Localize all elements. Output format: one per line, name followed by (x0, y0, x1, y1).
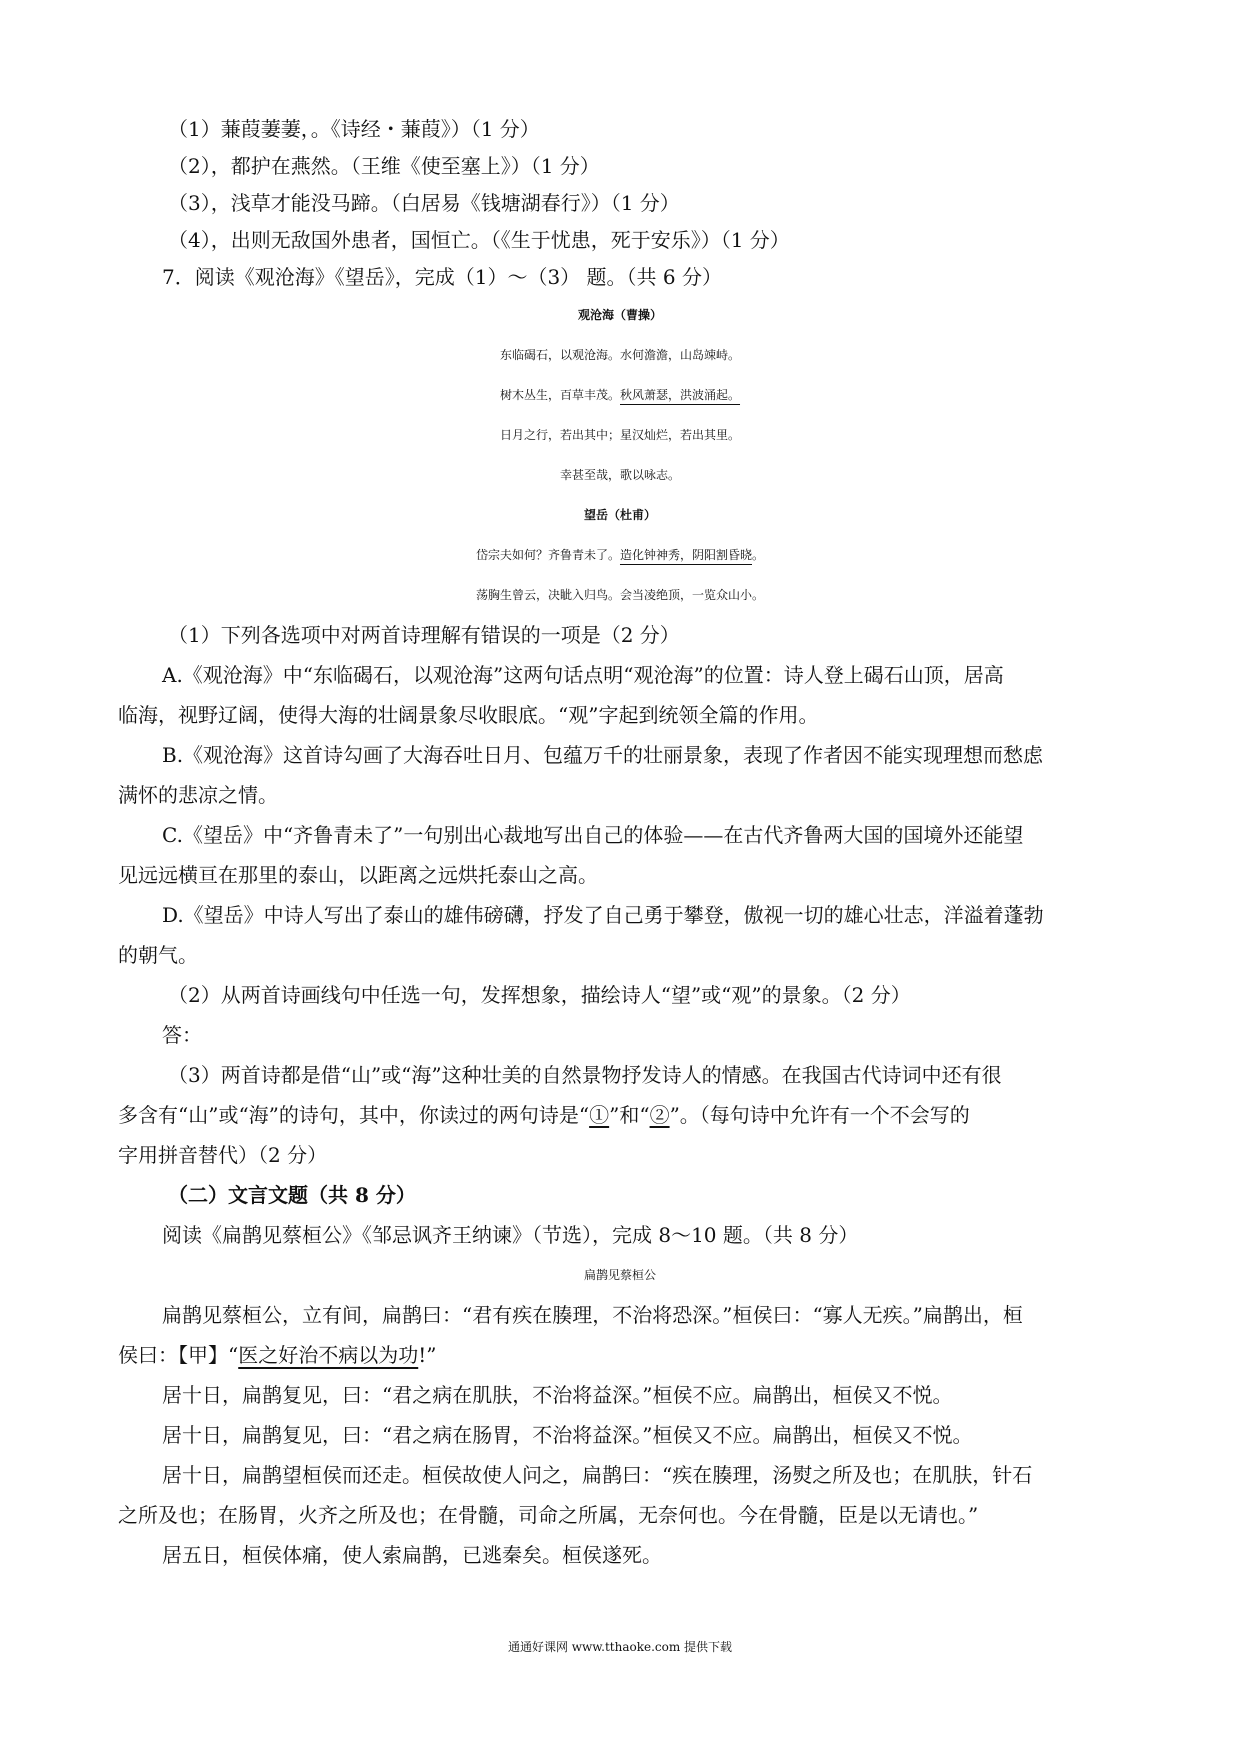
poem-2-line-1-end: 。 (752, 548, 765, 562)
option-b-line-2: 满怀的悲凉之情。 (118, 783, 278, 807)
blank-2[interactable]: ② (649, 1103, 670, 1127)
question-7-3-line-3: 字用拼音替代）（2 分） (118, 1143, 328, 1167)
option-c-line-1: C.《望岳》中“齐鲁青未了”一句别出心裁地写出自己的体验——在古代齐鲁两大国的国境外还能望 (162, 823, 1024, 847)
option-a-line-1: A.《观沧海》中“东临碣石，以观沧海”这两句话点明“观沧海”的位置：诗人登上碣石山顶，居高 (162, 663, 1004, 687)
question-6-2: （2），都护在燕然。（王维《使至塞上》）（1 分） (168, 154, 600, 178)
poem-1-line-2 (0, 380, 1240, 410)
question-7-2: （2）从两首诗画线句中任选一句，发挥想象，描绘诗人“望”或“观”的景象。（2 分） (168, 983, 911, 1007)
section-2-heading: （二）文言文题（共 8 分） (168, 1183, 416, 1207)
poem-2-title: 望岳（杜甫） (583, 508, 656, 522)
question-6-1: （1）蒹葭萋萋，。《诗经・蒹葭》）（1 分） (168, 117, 540, 141)
question-6-4: （4），出则无敌国外患者，国恒亡。（《生于忧患，死于安乐》）（1 分） (168, 228, 790, 252)
prose-paragraph-1-line-2 (118, 1340, 437, 1370)
prose-paragraph-1-line-1: 扁鹊见蔡桓公，立有间，扁鹊曰：“君有疾在腠理，不治将恐深。”桓侯曰：“寡人无疾。”扁鹊出，桓 (162, 1303, 1023, 1327)
answer-label: 答： (162, 1023, 202, 1047)
poem-2-line-1 (0, 540, 1240, 570)
poem-1-underlined-line: 秋风萧瑟，洪波涌起。 (620, 388, 741, 402)
prose-paragraph-4-line-1: 居十日，扁鹊望桓侯而还走。桓侯故使人问之，扁鹊曰：“疾在腠理，汤熨之所及也；在肌肤，针石 (162, 1463, 1033, 1487)
prose-paragraph-4-line-2: 之所及也；在肠胃，火齐之所及也；在骨髓，司命之所属，无奈何也。今在骨髓，臣是以无请也。” (118, 1503, 979, 1527)
poem-1-title: 观沧海（曹操） (577, 308, 662, 322)
question-7-1: （1）下列各选项中对两首诗理解有错误的一项是（2 分） (168, 623, 680, 647)
prose-paragraph-5: 居五日，桓侯体痛，使人索扁鹊，已逃秦矣。桓侯遂死。 (162, 1543, 662, 1567)
option-d-line-1: D.《望岳》中诗人写出了泰山的雄伟磅礴，抒发了自己勇于攀登，傲视一切的雄心壮志，洋溢着蓬勃 (162, 903, 1044, 927)
option-c-line-2: 见远远横亘在那里的泰山，以距离之远烘托泰山之高。 (118, 863, 598, 887)
poem-2-line-1-plain: 岱宗夫如何？齐鲁青未了。 (475, 548, 620, 562)
poem-2-line-2: 荡胸生曾云，决眦入归鸟。会当凌绝顶，一览众山小。 (475, 588, 764, 602)
question-7-3-text-b: ”和“ (609, 1103, 650, 1127)
poem-2-underlined-line: 造化钟神秀，阴阳割昏晓 (619, 548, 752, 562)
poem-1-line-1: 东临碣石，以观沧海。水何澹澹，山岛竦峙。 (499, 348, 740, 362)
poem-1-line-4: 幸甚至哉，歌以咏志。 (559, 468, 680, 482)
option-a-line-2: 临海，视野辽阔，使得大海的壮阔景象尽收眼底。“观”字起到统领全篇的作用。 (118, 703, 819, 727)
question-7-3-text-c: ”。（每句诗中允许有一个不会写的 (669, 1103, 970, 1127)
prose-title: 扁鹊见蔡桓公 (583, 1268, 656, 1282)
page-footer: 通通好课网 www.tthaoke.com 提供下载 (507, 1640, 733, 1654)
blank-1[interactable]: ① (589, 1103, 610, 1127)
reading-instruction: 阅读《扁鹊见蔡桓公》《邹忌讽齐王纳谏》（节选），完成 8～10 题。（共 8 分） (162, 1223, 859, 1247)
prose-paragraph-3: 居十日，扁鹊复见，曰：“君之病在肠胃，不治将益深。”桓侯又不应。扁鹊出，桓侯又不悦。 (162, 1423, 973, 1447)
prose-marker-jia: 侯曰：【甲】“ (118, 1343, 239, 1367)
option-b-line-1: B.《观沧海》这首诗勾画了大海吞吐日月、包蕴万千的壮丽景象，表现了作者因不能实现理想而愁虑 (162, 743, 1044, 767)
prose-paragraph-2: 居十日，扁鹊复见，曰：“君之病在肌肤，不治将益深。”桓侯不应。扁鹊出，桓侯又不悦。 (162, 1383, 953, 1407)
poem-1-line-3: 日月之行，若出其中；星汉灿烂，若出其里。 (499, 428, 740, 442)
prose-underlined-sentence: 医之好治不病以为功 (238, 1343, 419, 1367)
question-6-3: （3），浅草才能没马蹄。（白居易《钱塘湖春行》）（1 分） (168, 191, 680, 215)
option-d-line-2: 的朝气。 (118, 943, 198, 967)
question-7-3-text-a: 多含有“山”或“海”的诗句，其中，你读过的两句诗是“ (118, 1103, 590, 1127)
question-7-title: 7．阅读《观沧海》《望岳》，完成（1）～（3） 题。（共 6 分） (162, 265, 722, 289)
question-7-3-line-2 (118, 1100, 970, 1130)
question-7-3-line-1: （3）两首诗都是借“山”或“海”这种壮美的自然景物抒发诗人的情感。在我国古代诗词中还有很 (168, 1063, 1002, 1087)
prose-paragraph-1-end: !” (418, 1343, 437, 1367)
poem-1-line-2-plain: 树木丛生，百草丰茂。 (499, 388, 620, 402)
